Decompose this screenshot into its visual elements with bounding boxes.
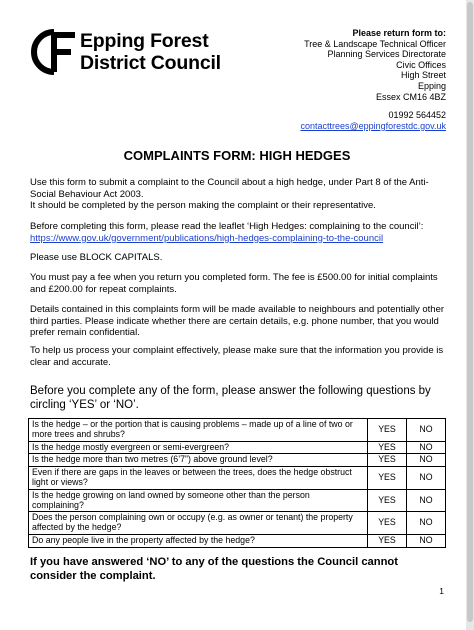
address-line: Essex CM16 4BZ <box>375 91 446 102</box>
leaflet-link[interactable]: https://www.gov.uk/government/publications/high-hedges-complaining-to-the-council <box>30 232 384 244</box>
leaflet-paragraph <box>30 221 450 244</box>
fee-paragraph: You must pay a fee when you return you completed form. The fee is £500.00 for initial complaints and £200.00 for repeat complaints. <box>30 272 438 295</box>
contact-email-link[interactable]: contacttrees@eppingforestdc.gov.uk <box>300 120 446 131</box>
table-row <box>29 489 446 512</box>
no-option[interactable]: NO <box>407 441 446 454</box>
return-heading: Please return form to: <box>352 28 446 38</box>
questions-intro: Before you complete any of the form, please answer the following questions by circling ‘YES’ or ‘NO’. <box>30 385 431 411</box>
council-logo-icon <box>28 28 80 76</box>
ineligibility-warning: If you have answered ‘NO’ to any of the questions the Council cannot consider the complaint. <box>30 556 398 582</box>
intro-text: It should be completed by the person making the complaint or their representative. <box>30 200 376 212</box>
page-title: COMPLAINTS FORM: HIGH HEDGES <box>123 148 351 163</box>
yes-option[interactable]: YES <box>368 454 407 467</box>
accuracy-paragraph: To help us process your complaint effectively, please make sure that the information you provide is clear and accurate. <box>30 345 444 368</box>
table-row <box>29 441 446 454</box>
address-line: Tree & Landscape Technical Officer <box>304 38 446 49</box>
yes-option[interactable]: YES <box>368 419 407 442</box>
return-address <box>300 28 446 131</box>
address-line: Epping <box>417 80 446 91</box>
no-option[interactable]: NO <box>407 512 446 535</box>
intro-text: Use this form to submit a complaint to the Council about a high hedge, under Part 8 of the Anti-Social Behaviour Act 2003. <box>30 177 429 200</box>
confidentiality-paragraph: Details contained in this complaints form will be made available to neighbours and potentially other third parties. Please indicate whether there are certain details, e.g. phone number, that you would prefer remain confidential. <box>30 304 445 339</box>
address-line: Civic Offices <box>396 59 446 70</box>
council-name-line1: Epping Forest <box>80 30 209 52</box>
yes-option[interactable]: YES <box>368 534 407 547</box>
scrollbar-thumb[interactable] <box>467 2 473 622</box>
yes-option[interactable]: YES <box>368 467 407 490</box>
no-option[interactable]: NO <box>407 467 446 490</box>
no-option[interactable]: NO <box>407 489 446 512</box>
yes-option[interactable]: YES <box>368 489 407 512</box>
question-text: Is the hedge growing on land owned by someone other than the person complaining? <box>29 489 368 512</box>
vertical-scrollbar[interactable] <box>466 0 474 630</box>
table-row <box>29 512 446 535</box>
no-option[interactable]: NO <box>407 419 446 442</box>
question-text: Is the hedge mostly evergreen or semi-evergreen? <box>29 441 368 454</box>
table-row <box>29 467 446 490</box>
intro-paragraph <box>30 177 450 212</box>
no-option[interactable]: NO <box>407 534 446 547</box>
question-text: Even if there are gaps in the leaves or between the trees, does the hedge obstruct light or views? <box>29 467 368 490</box>
council-name <box>80 30 221 74</box>
eligibility-questions-table <box>28 418 446 548</box>
yes-option[interactable]: YES <box>368 441 407 454</box>
no-option[interactable]: NO <box>407 454 446 467</box>
address-line: Planning Services Directorate <box>327 49 446 60</box>
phone-number: 01992 564452 <box>388 110 446 121</box>
page-number: 1 <box>439 586 444 596</box>
council-name-line2: District Council <box>80 52 221 74</box>
address-line: High Street <box>400 70 446 81</box>
question-text: Is the hedge – or the portion that is causing problems – made up of a line of two or more trees and shrubs? <box>29 419 368 442</box>
question-text: Does the person complaining own or occupy (e.g. as owner or tenant) the property affected by the hedge? <box>29 512 368 535</box>
leaflet-text: Before completing this form, please read the leaflet ‘High Hedges: complaining to the council’: <box>30 221 424 232</box>
table-row <box>29 419 446 442</box>
block-capitals-note: Please use BLOCK CAPITALS. <box>30 252 163 263</box>
table-row <box>29 454 446 467</box>
question-text: Is the hedge more than two metres (6’7”) above ground level? <box>29 454 368 467</box>
question-text: Do any people live in the property affected by the hedge? <box>29 534 368 547</box>
table-row <box>29 534 446 547</box>
yes-option[interactable]: YES <box>368 512 407 535</box>
